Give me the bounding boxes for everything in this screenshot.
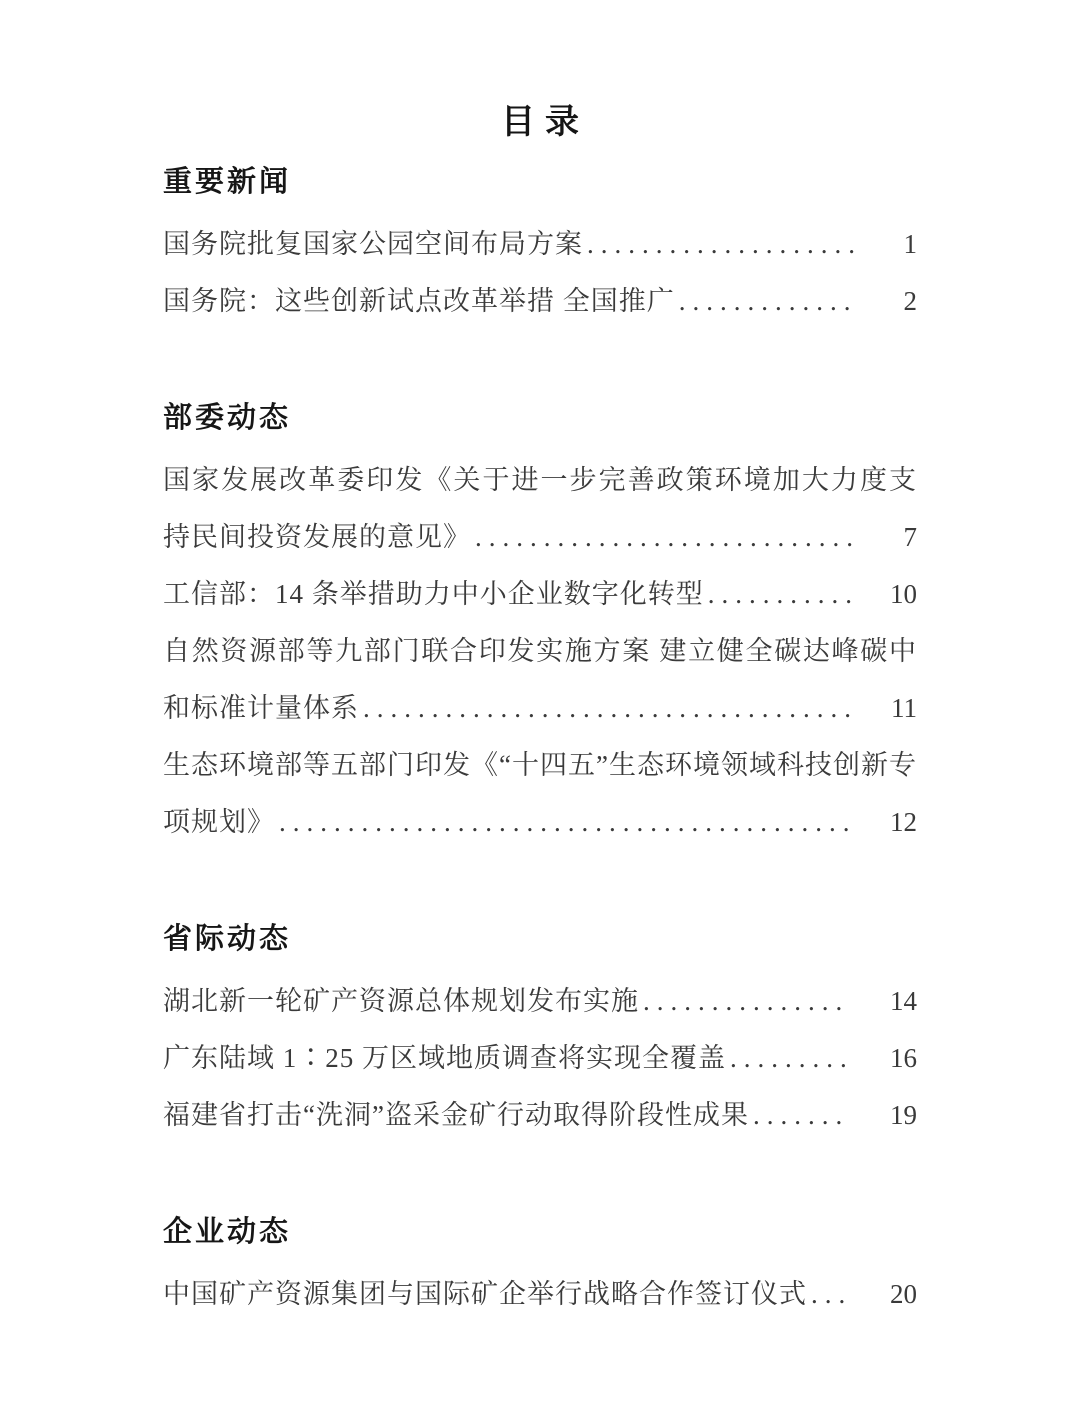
toc-entry-title: 国务院：这些创新试点改革举措 全国推广 xyxy=(163,286,675,316)
dot-leader: ........... xyxy=(707,579,859,609)
section-heading: 重要新闻 xyxy=(163,166,292,198)
section-heading: 部委动态 xyxy=(163,402,292,434)
toc-entry-title: 福建省打击“洗洞”盗采金矿行动取得阶段性成果 xyxy=(163,1100,749,1130)
toc-entry xyxy=(163,1087,917,1144)
section-heading: 省际动态 xyxy=(163,923,292,955)
toc-entry xyxy=(163,452,917,566)
toc-item-list xyxy=(163,216,917,330)
dot-leader: .......................................... xyxy=(279,807,857,837)
toc-entry-title: 生态环境部等五部门印发《“十四五”生态环境领域科技创新专项规划》 xyxy=(163,750,917,837)
dot-leader: ............................ xyxy=(475,522,860,552)
section-enterprise-news xyxy=(163,1212,917,1323)
toc-entry-title: 中国矿产资源集团与国际矿企举行战略合作签订仪式 xyxy=(163,1279,807,1309)
dot-leader: ......... xyxy=(730,1043,854,1073)
toc-entry-page-number: 19 xyxy=(890,1100,917,1130)
toc-entry-page-number: 7 xyxy=(903,522,917,552)
toc-entry-page-number: 16 xyxy=(890,1043,917,1073)
dot-leader: .................................... xyxy=(363,693,858,723)
dot-leader: .................... xyxy=(587,229,862,259)
toc-entry xyxy=(163,273,917,330)
section-heading: 企业动态 xyxy=(163,1216,292,1248)
toc-entry xyxy=(163,737,917,851)
toc-entry-page-number: 11 xyxy=(891,693,917,723)
toc-entry xyxy=(163,623,917,737)
toc-entry-page-number: 10 xyxy=(890,579,917,609)
dot-leader: ............. xyxy=(678,286,858,316)
toc-entry-title: 工信部：14 条举措助力中小企业数字化转型 xyxy=(163,579,704,609)
toc-entry xyxy=(163,1030,917,1087)
section-ministry-news xyxy=(163,398,917,851)
toc-entry xyxy=(163,566,917,623)
toc-entry-title: 国家发展改革委印发《关于进一步完善政策环境加大力度支持民间投资发展的意见》 xyxy=(163,465,917,552)
toc-entry-title: 广东陆域 1∶25 万区域地质调查将实现全覆盖 xyxy=(163,1043,726,1073)
toc-entry-page-number: 12 xyxy=(890,807,917,837)
section-important-news xyxy=(163,162,917,330)
toc-entry-title: 湖北新一轮矿产资源总体规划发布实施 xyxy=(163,986,639,1016)
dot-leader: ....... xyxy=(752,1100,850,1130)
toc-entry-title: 自然资源部等九部门联合印发实施方案 建立健全碳达峰碳中和标准计量体系 xyxy=(163,636,917,723)
toc-entry xyxy=(163,1266,917,1323)
toc-entry-page-number: 14 xyxy=(890,986,917,1016)
toc-item-list xyxy=(163,1266,917,1323)
toc-entry xyxy=(163,973,917,1030)
toc-entry-title: 国务院批复国家公园空间布局方案 xyxy=(163,229,583,259)
toc-entry-page-number: 20 xyxy=(890,1279,917,1309)
section-provincial-news xyxy=(163,919,917,1144)
dot-leader: ... xyxy=(811,1279,853,1309)
page-title: 目录 xyxy=(501,104,589,141)
toc-entry-page-number: 2 xyxy=(903,286,917,316)
toc-entry-page-number: 1 xyxy=(903,229,917,259)
toc-item-list xyxy=(163,452,917,851)
toc-entry xyxy=(163,216,917,273)
dot-leader: ............... xyxy=(643,986,850,1016)
toc-item-list xyxy=(163,973,917,1144)
